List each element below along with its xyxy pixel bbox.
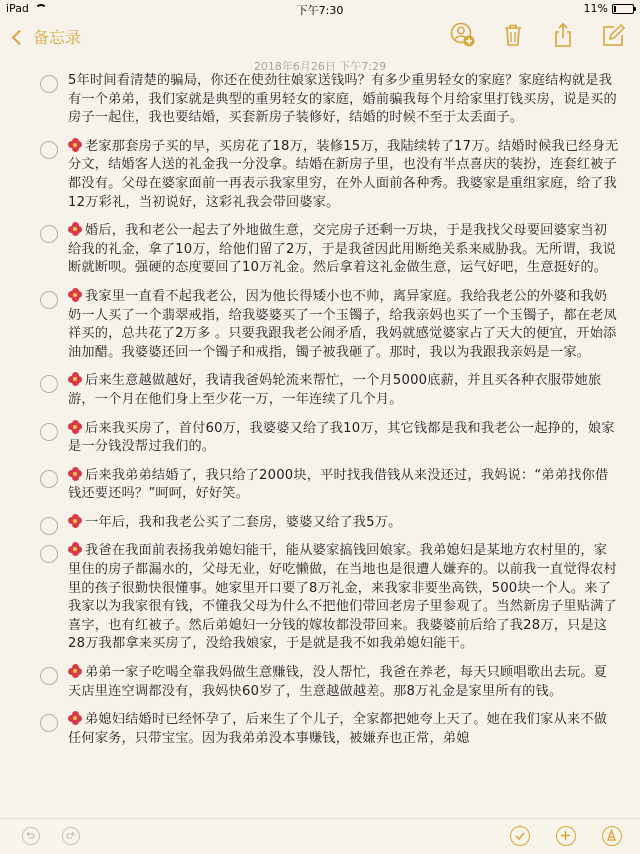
add-person-icon[interactable] [450, 22, 476, 48]
flower-emoji-icon [68, 711, 82, 725]
battery-percent: 11% [583, 2, 608, 15]
checklist-item-text[interactable] [68, 542, 620, 654]
checkbox-circle[interactable] [40, 291, 58, 309]
flower-emoji-icon [68, 467, 82, 481]
checklist-item-text[interactable] [68, 711, 620, 748]
checklist-item [0, 514, 640, 533]
checklist-item [0, 222, 640, 278]
checkbox-circle[interactable] [40, 75, 58, 93]
checklist-item [0, 72, 640, 128]
checkbox-circle[interactable] [40, 423, 58, 441]
item-text: 我家里一直看不起我老公，因为他长得矮小也不帅，离异家庭。我给我老公的外婆和我奶奶一人买了一个翡翠戒指，给我婆婆买了一个玉镯子，给我亲妈也买了一个玉镯子，都在老凤祥买的，总共花了2万多 。只要我跟我老公闹矛盾，我妈就感觉婆家占了天大的便宜，开始添油加醋。我婆婆还回一个镯子和戒指，镯子被我砸了。那时，我以为我跟我亲妈是一家。 [68, 288, 617, 360]
back-button[interactable] [14, 25, 81, 48]
checkbox-circle[interactable] [40, 225, 58, 243]
checklist-item [0, 711, 640, 748]
checkbox-circle[interactable] [40, 141, 58, 159]
checklist-item-text[interactable] [68, 288, 620, 362]
item-text: 一年后，我和我老公买了二套房，婆婆又给了我5万。 [85, 514, 402, 530]
flower-emoji-icon [68, 664, 82, 678]
note-date: 2018年6月26日 下午7:29 [253, 60, 387, 73]
add-icon[interactable] [556, 826, 576, 846]
item-text: 弟媳妇结婚时已经怀孕了，后来生了个儿子，全家都把她夸上天了。她在我们家从来不做任何家务，只带宝宝。因为我弟弟没本事赚钱，被嫌弃也正常，弟媳 [68, 712, 608, 746]
markup-icon[interactable] [602, 826, 622, 846]
item-text: 后来我买房了，首付60万，我婆婆又给了我10万，其它钱都是我和我老公一起挣的，娘家是一分钱没帮过我们的。 [68, 420, 615, 455]
checklist-item [0, 542, 640, 654]
checkbox-circle[interactable] [40, 470, 58, 488]
flower-emoji-icon [68, 138, 82, 152]
status-time: 下午7:30 [296, 4, 344, 17]
undo-icon[interactable] [22, 827, 40, 845]
flower-emoji-icon [68, 222, 82, 236]
checklist-item-text[interactable] [68, 420, 620, 457]
flower-emoji-icon [68, 420, 82, 434]
checklist-item-text[interactable] [68, 514, 620, 533]
flower-emoji-icon [68, 372, 82, 386]
item-text: 5年时间看清楚的骗局，你还在使劲往娘家送钱吗？有多少重男轻女的家庭？家庭结构就是我有一个弟弟，我们家就是典型的重男轻女的家庭，婚前骗我每个月给家里打钱买房，说是买的房子一起住，我也要结婚，买套新房子装修好，结婚的时候不至于太丢面子。 [68, 73, 617, 126]
battery-icon [612, 4, 634, 14]
flower-emoji-icon [68, 288, 82, 302]
checklist-item [0, 288, 640, 362]
checklist-item [0, 138, 640, 212]
note-body[interactable] [0, 72, 640, 758]
checklist-item-text[interactable] [68, 72, 620, 128]
checklist-item [0, 467, 640, 504]
checkbox-circle[interactable] [40, 545, 58, 563]
checkbox-circle[interactable] [40, 667, 58, 685]
item-text: 弟弟一家子吃喝全靠我妈做生意赚钱，没人帮忙，我爸在养老，每天只顾唱歌出去玩。夏天店里连空调都没有，我妈快60岁了，生意越做越差。那8万礼金是家里所有的钱。 [68, 665, 608, 699]
share-icon[interactable] [550, 22, 576, 48]
back-label: 备忘录 [33, 28, 82, 47]
checkbox-circle[interactable] [40, 714, 58, 732]
checklist-item-text[interactable] [68, 222, 620, 278]
item-text: 后来生意越做越好，我请我爸妈轮流来帮忙，一个月5000底薪，并且买各种衣服带她旅游，一个月在他们身上至少花一万，一年连续了几个月。 [68, 373, 602, 407]
checklist-item [0, 664, 640, 701]
status-bar [0, 0, 640, 18]
item-text: 我爸在我面前表扬我弟媳妇能干，能从婆家搞钱回娘家。我弟媳妇是某地方农村里的，家里住的房子都漏水的，父母无业，好吃懒做，在当地也是很遭人嫌弃的。以前我一直觉得农村里的孩子很勤快很懂事。她家里开口要了8万礼金，来我家非要坐高铁，500块一个人。来了我家以为我家很有钱，不懂我父母为什么不把他们带回老房子里参观了。当然新房子里贴满了喜字，也有红被子。然后弟媳妇一分钱的嫁妆都没带回来。我婆婆前后给了我28万，只是这28万我都拿来买房了，没给我娘家，于是就是我不如我弟媳妇能干。 [68, 543, 617, 652]
checklist-item [0, 420, 640, 457]
redo-icon[interactable] [62, 827, 80, 845]
checklist-item-text[interactable] [68, 664, 620, 701]
checklist-icon[interactable] [510, 826, 530, 846]
checklist-item [0, 372, 640, 409]
checklist-item-text[interactable] [68, 372, 620, 409]
flower-emoji-icon [68, 542, 82, 556]
device-label: iPad [6, 2, 29, 15]
item-text: 婚后，我和老公一起去了外地做生意，交完房子还剩一万块，于是我找父母要回婆家当初给我的礼金，拿了10万，给他们留了2万，于是我爸因此用断绝关系来威胁我。无所谓，我说断就断呗。强硬的态度要回了10万礼金。然后拿着这礼金做生意，运气好吧，生意挺好的。 [68, 223, 616, 276]
flower-emoji-icon [68, 514, 82, 528]
item-text: 老家那套房子买的早，买房花了18万，装修15万，我陆续转了17万。结婚时候我已经身无分文，结婚客人送的礼金我一分没拿。结婚在新房子里，也没有半点喜庆的装扮，连套红被子都没有。父母在婆家面前一再表示我家里穷，在外人面前各种秀。我婆家是重组家庭，给了我12万彩礼，当初说好，这彩礼我会带回婆家。 [68, 138, 619, 210]
bottom-toolbar [0, 818, 640, 854]
checkbox-circle[interactable] [40, 375, 58, 393]
chevron-left-icon [12, 29, 28, 45]
checkbox-circle[interactable] [40, 517, 58, 535]
checklist-item-text[interactable] [68, 467, 620, 504]
checklist-item-text[interactable] [68, 138, 620, 212]
trash-icon[interactable] [500, 22, 526, 48]
navigation-bar [0, 18, 640, 56]
item-text: 后来我弟弟结婚了，我只给了2000块，平时找我借钱从来没还过，我妈说：“弟弟找你借钱还要还吗？”呵呵，好好笑。 [68, 467, 609, 502]
compose-icon[interactable] [600, 22, 626, 48]
